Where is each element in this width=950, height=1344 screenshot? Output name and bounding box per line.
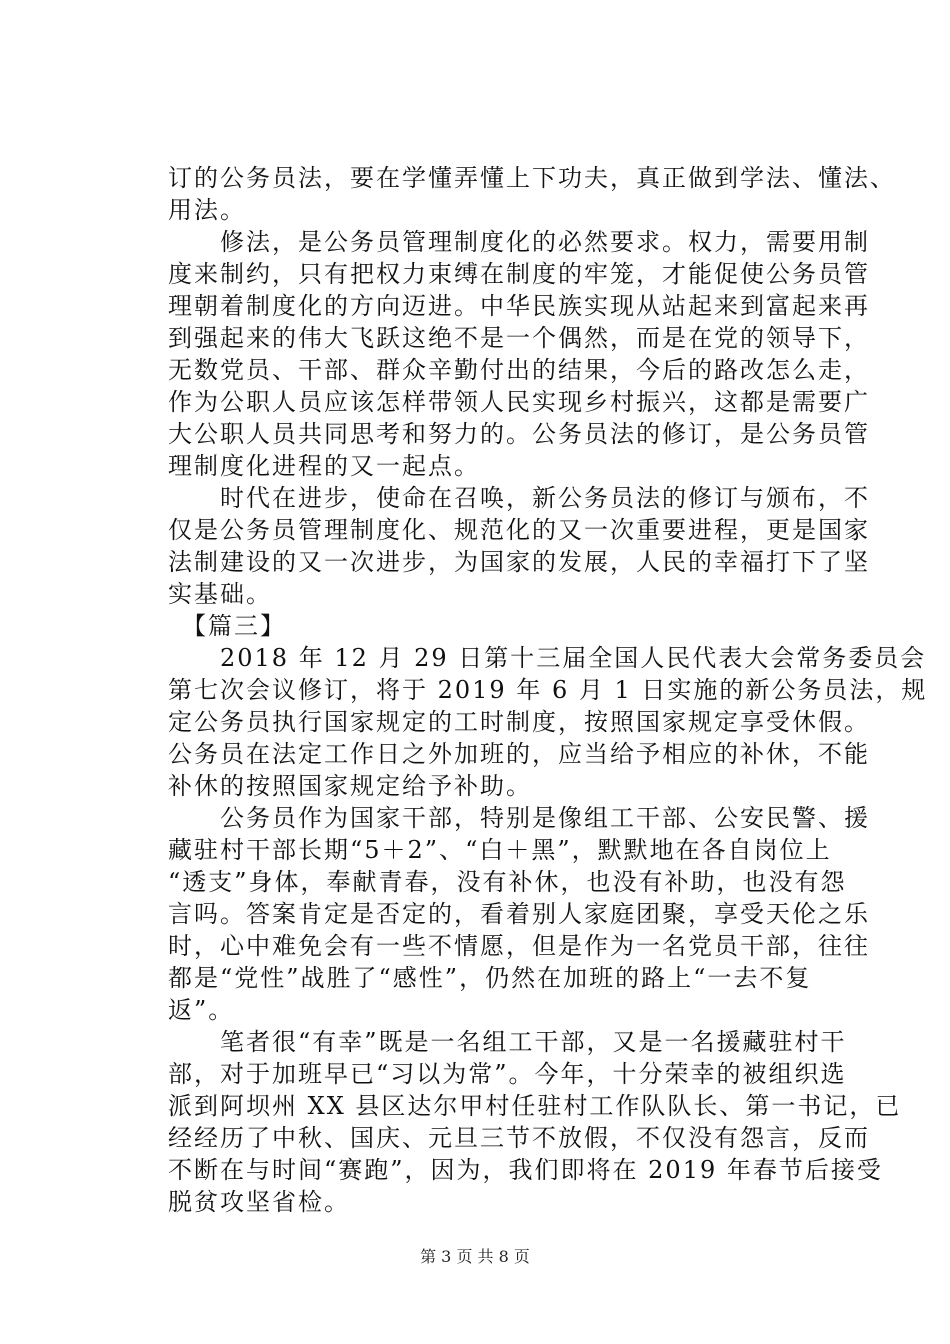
- text-line: 定公务员执行国家规定的工时制度，按照国家规定享受休假。: [168, 708, 870, 736]
- text-line: 言吗。答案肯定是否定的，看着别人家庭团聚，享受天伦之乐: [168, 900, 870, 928]
- text-line: 公务员在法定工作日之外加班的，应当给予相应的补休，不能: [168, 740, 870, 768]
- text-line: 修法，是公务员管理制度化的必然要求。权力，需要用制: [168, 228, 870, 256]
- text-line: 【篇三】: [168, 612, 286, 640]
- text-line: 不断在与时间“赛跑”，因为，我们即将在 2019 年春节后接受: [168, 1156, 883, 1184]
- text-line: 理朝着制度化的方向迈进。中华民族实现从站起来到富起来再: [168, 292, 870, 320]
- text-line: 藏驻村干部长期“5＋2”、“白＋黑”，默默地在各自岗位上: [168, 836, 832, 864]
- text-line: 笔者很“有幸”既是一名组工干部，又是一名援藏驻村干: [168, 1028, 847, 1056]
- text-line: 用法。: [168, 196, 246, 224]
- text-line: 公务员作为国家干部，特别是像组工干部、公安民警、援: [168, 804, 870, 832]
- text-line: 2018 年 12 月 29 日第十三届全国人民代表大会常务委员会: [168, 644, 927, 672]
- text-line: 脱贫攻坚省检。: [168, 1188, 350, 1216]
- text-line: 时代在进步，使命在召唤，新公务员法的修订与颁布，不: [168, 484, 870, 512]
- text-line: 实基础。: [168, 580, 272, 608]
- page-footer: 第 3 页 共 8 页: [420, 1247, 530, 1266]
- text-line: 返”。: [168, 996, 235, 1024]
- text-line: 订的公务员法，要在学懂弄懂上下功夫，真正做到学法、懂法、: [168, 164, 896, 192]
- text-line: “透支”身体，奉献青春，没有补休，也没有补助，也没有怨: [168, 868, 847, 896]
- text-line: 大公职人员共同思考和努力的。公务员法的修订，是公务员管: [168, 420, 870, 448]
- text-line: 时，心中难免会有一些不情愿，但是作为一名党员干部，往往: [168, 932, 870, 960]
- text-line: 派到阿坝州 XX 县区达尔甲村任驻村工作队队长、第一书记，已: [168, 1092, 902, 1120]
- text-line: 到强起来的伟大飞跃这绝不是一个偶然，而是在党的领导下，: [168, 324, 870, 352]
- text-line: 仅是公务员管理制度化、规范化的又一次重要进程，更是国家: [168, 516, 870, 544]
- body-text: [168, 162, 928, 1218]
- text-line: 作为公职人员应该怎样带领人民实现乡村振兴，这都是需要广: [168, 388, 870, 416]
- text-line: 经经历了中秋、国庆、元旦三节不放假，不仅没有怨言，反而: [168, 1124, 870, 1152]
- text-line: 理制度化进程的又一起点。: [168, 452, 480, 480]
- text-line: 部，对于加班早已“习以为常”。今年，十分荣幸的被组织选: [168, 1060, 847, 1088]
- text-line: 补休的按照国家规定给予补助。: [168, 772, 532, 800]
- text-line: 第七次会议修订，将于 2019 年 6 月 1 日实施的新公务员法，规: [168, 676, 928, 704]
- text-line: 度来制约，只有把权力束缚在制度的牢笼，才能促使公务员管: [168, 260, 870, 288]
- text-line: 无数党员、干部、群众辛勤付出的结果，今后的路改怎么走，: [168, 356, 870, 384]
- text-line: 都是“党性”战胜了“感性”，仍然在加班的路上“一去不复: [168, 964, 812, 992]
- text-line: 法制建设的又一次进步，为国家的发展，人民的幸福打下了坚: [168, 548, 870, 576]
